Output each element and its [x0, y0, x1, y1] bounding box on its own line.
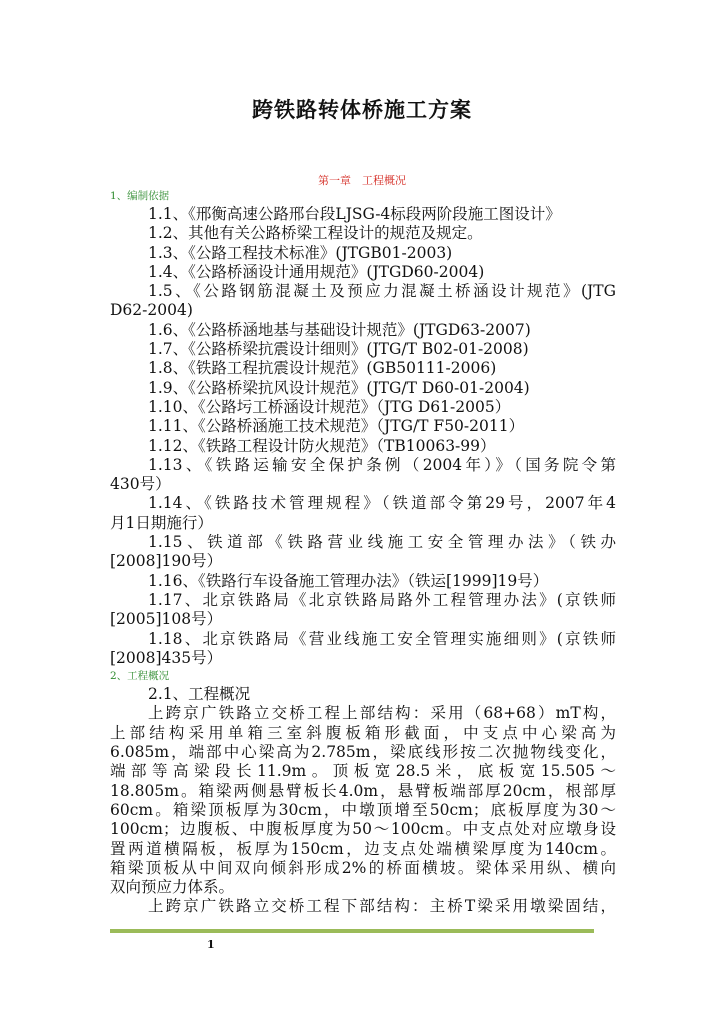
reference-line: 1.4、《公路桥涵设计通用规范》(JTGD60-2004) [148, 262, 485, 281]
reference-line: 1.2、其他有关公路桥梁工程设计的规范及规定。 [148, 224, 483, 243]
reference-line: 1.10、《公路圬工桥涵设计规范》（JTG D61-2005） [148, 397, 511, 416]
section-heading-basis: 1、编制依据 [110, 190, 170, 202]
paragraph-line: 6.085m，端部中心梁高为2.785m，梁底线形按二次抛物线变化， [110, 743, 616, 762]
section-heading-overview: 2、工程概况 [110, 670, 170, 683]
reference-line: 1.13、《铁路运输安全保护条例（2004年）》（国务院令第 [148, 455, 616, 474]
overview-text [110, 685, 616, 917]
paragraph-line: 上跨京广铁路立交桥工程上部结构：采用（68+68）mT构， [148, 704, 616, 723]
reference-line: 1.16、《铁路行车设备施工管理办法》（铁运[1999]19号） [148, 571, 549, 590]
paragraph-line: 上跨京广铁路立交桥工程下部结构：主桥T梁采用墩梁固结， [148, 897, 616, 916]
reference-line: 1.7、《公路桥梁抗震设计细则》(JTG/T B02-01-2008) [148, 340, 529, 359]
reference-line: 1.14、《铁路技术管理规程》（铁道部令第29号，2007年4 [148, 494, 616, 513]
paragraph-line: 箱梁顶板从中间双向倾斜形成2%的桥面横坡。梁体采用纵、横向 [110, 858, 616, 877]
reference-line: 1.18、北京铁路局《营业线施工安全管理实施细则》(京铁师 [148, 629, 616, 648]
paragraph-line: 双向预应力体系。 [110, 878, 235, 897]
reference-line: 1.17、北京铁路局《北京铁路局路外工程管理办法》(京铁师 [148, 590, 616, 609]
paragraph-line: 100cm；边腹板、中腹板厚度为50～100cm。中支点处对应墩身设 [110, 820, 616, 839]
reference-list [110, 205, 616, 668]
footer-divider [110, 929, 594, 933]
reference-line: 1.6、《公路桥涵地基与基础设计规范》(JTGD63-2007) [148, 320, 531, 339]
reference-line: 1.9、《公路桥梁抗风设计规范》(JTG/T D60-01-2004) [148, 378, 530, 397]
reference-line: 月1日期施行） [110, 513, 213, 532]
reference-line: 1.12、《铁路工程设计防火规范》（TB10063-99） [148, 436, 496, 455]
reference-line: 1.5、《公路钢筋混凝土及预应力混凝土桥涵设计规范》(JTG [148, 282, 616, 301]
reference-line: 1.8、《铁路工程抗震设计规范》(GB50111-2006) [148, 359, 497, 378]
paragraph-line: 置两道横隔板，板厚为150cm，边支点处端横梁厚度为140cm。 [110, 839, 616, 858]
paragraph-line: 2.1、工程概况 [148, 685, 251, 704]
paragraph-line: 端部等高梁段长11.9m。顶板宽28.5米，底板宽15.505～ [110, 762, 616, 781]
paragraph-line: 18.805m。箱梁两侧悬臂板长4.0m，悬臂板端部厚20cm，根部厚 [110, 781, 616, 800]
reference-line: [2005]108号） [110, 610, 223, 629]
chapter-heading: 第一章 工程概况 [318, 174, 406, 187]
paragraph-line: 60cm。箱梁顶板厚为30cm，中墩顶增至50cm；底板厚度为30～ [110, 800, 616, 819]
document-title: 跨铁路转体桥施工方案 [252, 98, 472, 122]
reference-line: [2008]435号） [110, 648, 223, 667]
document-body [110, 188, 616, 917]
reference-line: 1.3、《公路工程技术标准》(JTGB01-2003) [148, 243, 453, 262]
reference-line: [2008]190号） [110, 552, 223, 571]
reference-line: 1.15、铁道部《铁路营业线施工安全管理办法》（铁办 [148, 533, 616, 552]
page-number: 1 [207, 938, 215, 951]
reference-line: 1.11、《公路桥涵施工技术规范》（JTG/T F50-2011） [148, 417, 525, 436]
reference-line: D62-2004) [110, 301, 193, 320]
reference-line: 1.1、《邢衡高速公路邢台段LJSG-4标段两阶段施工图设计》 [148, 205, 561, 223]
paragraph-line: 上部结构采用单箱三室斜腹板箱形截面，中支点中心梁高为 [110, 723, 616, 742]
reference-line: 430号） [110, 475, 171, 494]
